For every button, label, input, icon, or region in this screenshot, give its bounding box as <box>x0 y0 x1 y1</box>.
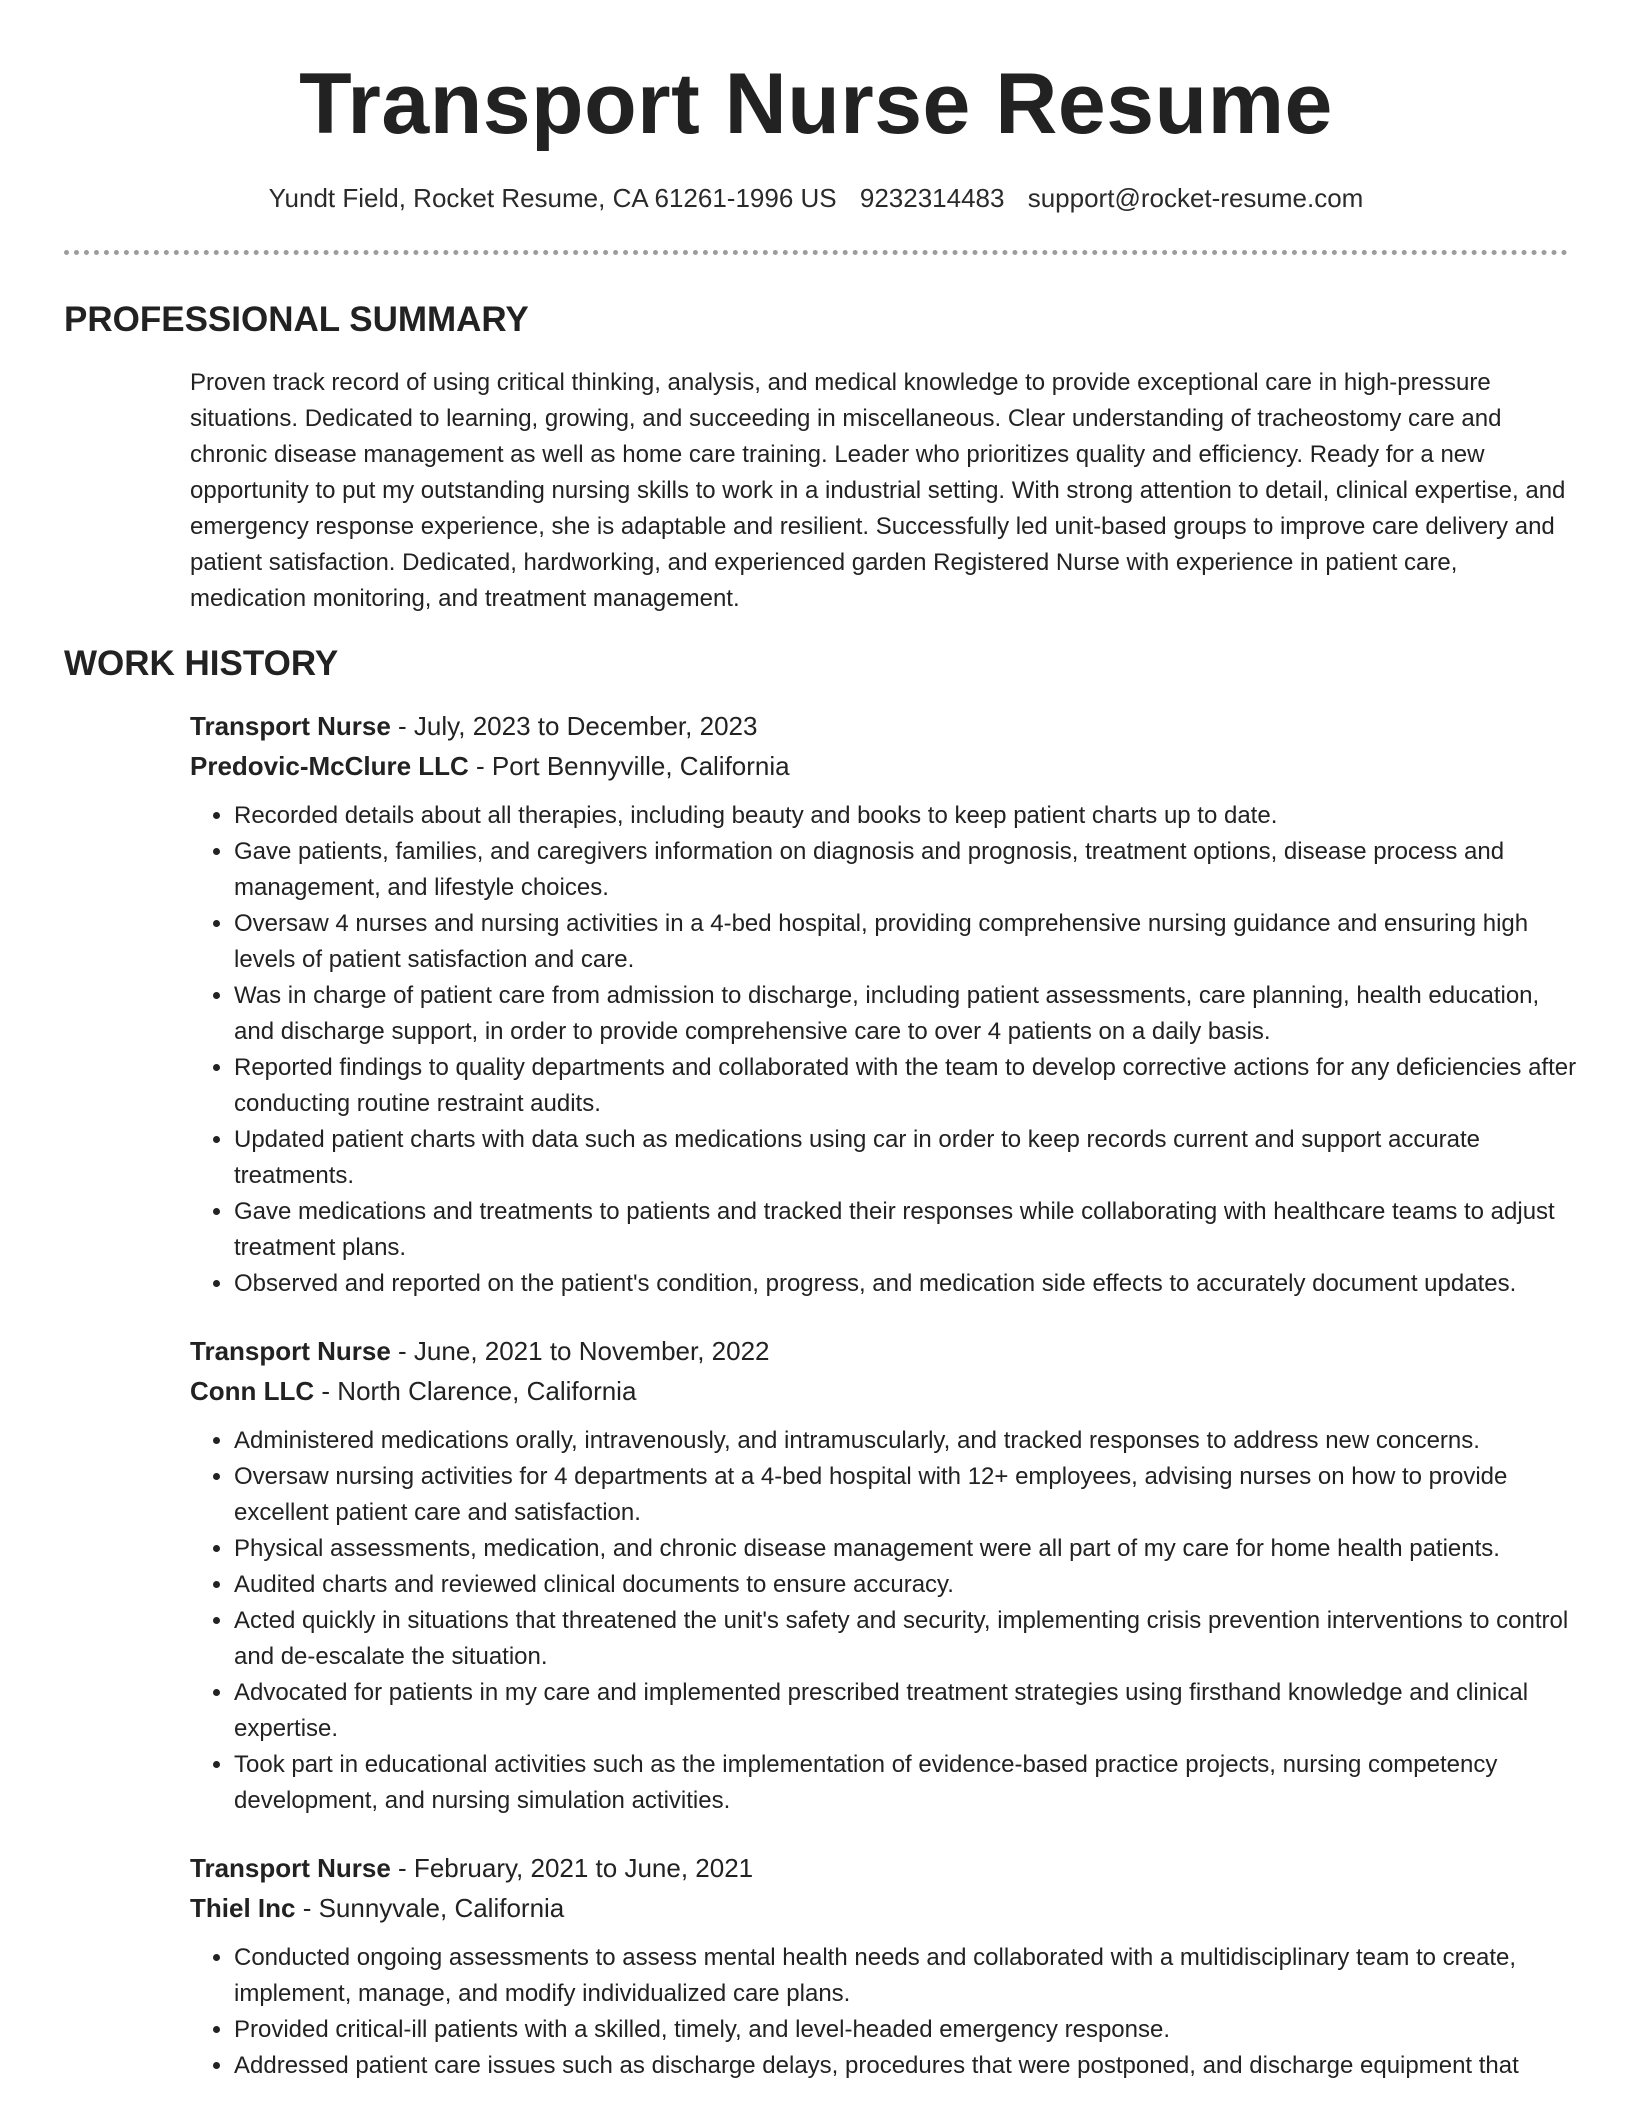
contact-email: support@rocket-resume.com <box>1027 183 1364 213</box>
job-dates: - July, 2023 to December, 2023 <box>390 711 758 741</box>
list-item: • Updated patient charts with data such as medications using car in order to keep records current and support accurate treatments. <box>234 1122 1580 1194</box>
resume-title: Transport Nurse Resume <box>299 56 1333 152</box>
job-dates: - June, 2021 to November, 2022 <box>390 1336 770 1366</box>
job-bullets <box>190 1423 1580 1819</box>
list-item: • Reported findings to quality departments and collaborated with the team to develop corrective actions for any deficiencies after conducting routine restraint audits. <box>234 1050 1580 1122</box>
job-company-line <box>190 1371 1580 1411</box>
job-dates: - February, 2021 to June, 2021 <box>390 1853 754 1883</box>
job-location: - Port Bennyville, California <box>468 751 790 781</box>
job-location: - Sunnyvale, California <box>295 1893 565 1923</box>
job-company: Predovic-McClure LLC <box>190 751 469 781</box>
job-entry <box>190 1848 1580 2084</box>
list-item: • Administered medications orally, intravenously, and intramuscularly, and tracked responses to address new concerns. <box>234 1423 1580 1459</box>
job-role: Transport Nurse <box>190 1336 391 1366</box>
list-item: • Audited charts and reviewed clinical documents to ensure accuracy. <box>234 1567 1580 1603</box>
job-bullets <box>190 1940 1580 2084</box>
list-item: • Advocated for patients in my care and implemented prescribed treatment strategies using firsthand knowledge and clinical expertise. <box>234 1675 1580 1747</box>
job-entry <box>190 706 1580 1302</box>
list-item: • Took part in educational activities such as the implementation of evidence-based practice projects, nursing competency development, and nursing simulation activities. <box>234 1747 1580 1819</box>
list-item: • Recorded details about all therapies, including beauty and books to keep patient charts up to date. <box>234 798 1580 834</box>
contact-phone: 9232314483 <box>859 183 1005 213</box>
job-entry <box>190 1331 1580 1819</box>
job-title-line <box>190 1331 1580 1371</box>
summary-paragraph: Proven track record of using critical thinking, analysis, and medical knowledge to provide exceptional care in high-pressure situations. Dedicated to learning, growing, and succeeding in miscellaneous. Clear understanding of tracheostomy care and chronic disease management as well as home care training. Leader who prioritizes quality and efficiency. Ready for a new opportunity to put my outstanding nursing skills to work in a industrial setting. With strong attention to detail, clinical expertise, and emergency response experience, she is adaptable and resilient. Successfully led unit-based groups to improve care delivery and patient satisfaction. Dedicated, hardworking, and experienced garden Registered Nurse with experience in patient care, medication monitoring, and treatment management. <box>190 369 1566 612</box>
job-company-line <box>190 1888 1580 1928</box>
list-item: • Oversaw nursing activities for 4 departments at a 4-bed hospital with 12+ employees, advising nurses on how to provide excellent patient care and satisfaction. <box>234 1459 1580 1531</box>
list-item: • Conducted ongoing assessments to assess mental health needs and collaborated with a multidisciplinary team to create, implement, manage, and modify individualized care plans. <box>234 1940 1580 2012</box>
job-title-line <box>190 706 1580 746</box>
job-company: Thiel Inc <box>190 1893 296 1923</box>
list-item: • Oversaw 4 nurses and nursing activities in a 4-bed hospital, providing comprehensive nursing guidance and ensuring high levels of patient satisfaction and care. <box>234 906 1580 978</box>
contact-line <box>0 180 1632 216</box>
work-history-list <box>190 706 1580 2112</box>
list-item: • Provided critical-ill patients with a skilled, timely, and level-headed emergency response. <box>234 2012 1580 2048</box>
job-location: - North Clarence, California <box>314 1376 637 1406</box>
summary-heading: PROFESSIONAL SUMMARY <box>64 300 529 339</box>
header-divider <box>64 250 1568 255</box>
list-item: • Acted quickly in situations that threatened the unit's safety and security, implementing crisis prevention interventions to control and de-escalate the situation. <box>234 1603 1580 1675</box>
list-item: • Gave patients, families, and caregivers information on diagnosis and prognosis, treatment options, disease process and management, and lifestyle choices. <box>234 834 1580 906</box>
list-item: • Physical assessments, medication, and chronic disease management were all part of my care for home health patients. <box>234 1531 1580 1567</box>
work-history-heading: WORK HISTORY <box>64 644 339 683</box>
list-item: • Observed and reported on the patient's condition, progress, and medication side effects to accurately document updates. <box>234 1266 1580 1302</box>
list-item: • Gave medications and treatments to patients and tracked their responses while collaborating with healthcare teams to adjust treatment plans. <box>234 1194 1580 1266</box>
job-bullets <box>190 798 1580 1302</box>
list-item: • Addressed patient care issues such as discharge delays, procedures that were postponed, and discharge equipment that <box>234 2048 1580 2084</box>
contact-address: Yundt Field, Rocket Resume, CA 61261-1996 US <box>268 183 837 213</box>
job-company-line <box>190 746 1580 786</box>
list-item: • Was in charge of patient care from admission to discharge, including patient assessments, care planning, health education, and discharge support, in order to provide comprehensive care to over 4 patients on a daily basis. <box>234 978 1580 1050</box>
job-role: Transport Nurse <box>190 1853 391 1883</box>
job-company: Conn LLC <box>190 1376 315 1406</box>
job-role: Transport Nurse <box>190 711 391 741</box>
job-title-line <box>190 1848 1580 1888</box>
